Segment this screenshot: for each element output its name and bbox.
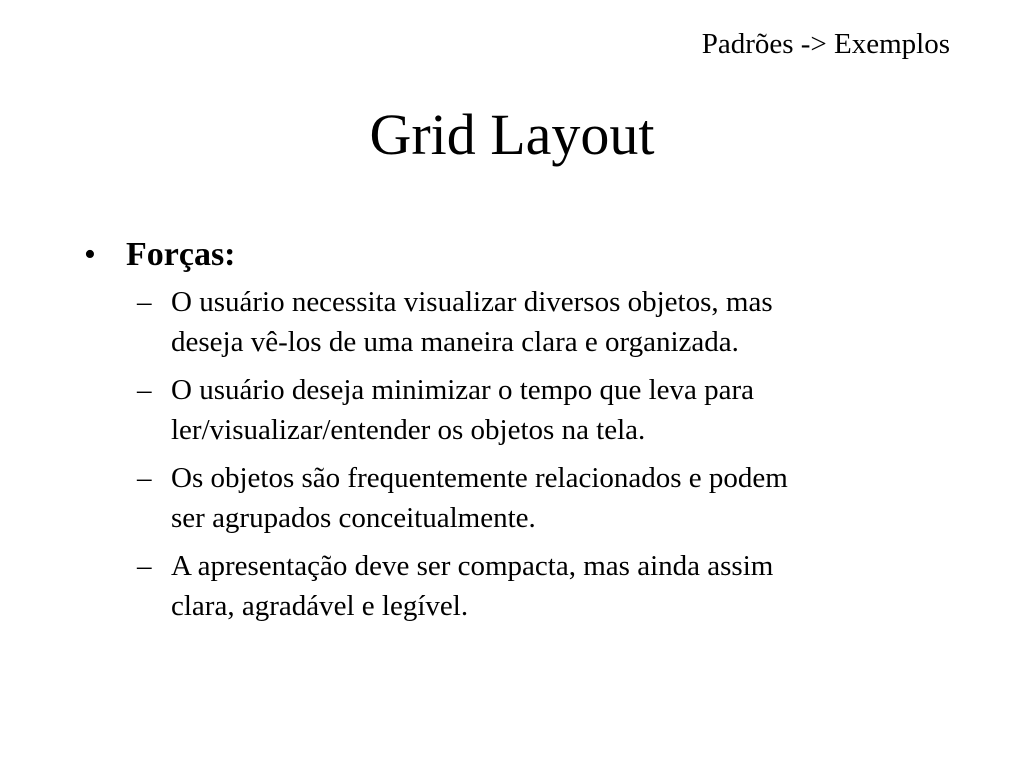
list-item xyxy=(137,370,924,450)
list-item-text xyxy=(171,546,901,626)
slide-body xyxy=(84,232,924,634)
section-label: Padrões -> Exemplos xyxy=(701,28,950,60)
list-item-line: A apresentação deve ser compacta, mas ainda assim xyxy=(171,550,774,582)
list-item-text xyxy=(171,458,901,538)
list-item xyxy=(137,458,924,538)
dash-icon: – xyxy=(137,374,152,406)
bullet-icon: • xyxy=(84,236,96,273)
list-item-text xyxy=(171,282,901,362)
list-item xyxy=(137,282,924,362)
list-item-line: Os objetos são frequentemente relacionados e podem xyxy=(171,462,788,494)
bullet-heading xyxy=(84,232,924,278)
list-item-line: O usuário deseja minimizar o tempo que leva para xyxy=(171,374,755,406)
list-item-line: deseja vê-los de uma maneira clara e organizada. xyxy=(171,326,739,358)
list-item-line: ler/visualizar/entender os objetos na tela. xyxy=(171,414,646,446)
dash-icon: – xyxy=(137,550,152,582)
dash-icon: – xyxy=(137,462,152,494)
slide-title: Grid Layout xyxy=(369,102,655,167)
list-item-line: O usuário necessita visualizar diversos objetos, mas xyxy=(171,286,773,318)
list-item-text xyxy=(171,370,901,450)
list-item-line: clara, agradável e legível. xyxy=(171,590,469,622)
list-item-line: ser agrupados conceitualmente. xyxy=(171,502,536,534)
list-item xyxy=(137,546,924,626)
heading-text: Forças: xyxy=(126,236,236,273)
dash-icon: – xyxy=(137,286,152,318)
